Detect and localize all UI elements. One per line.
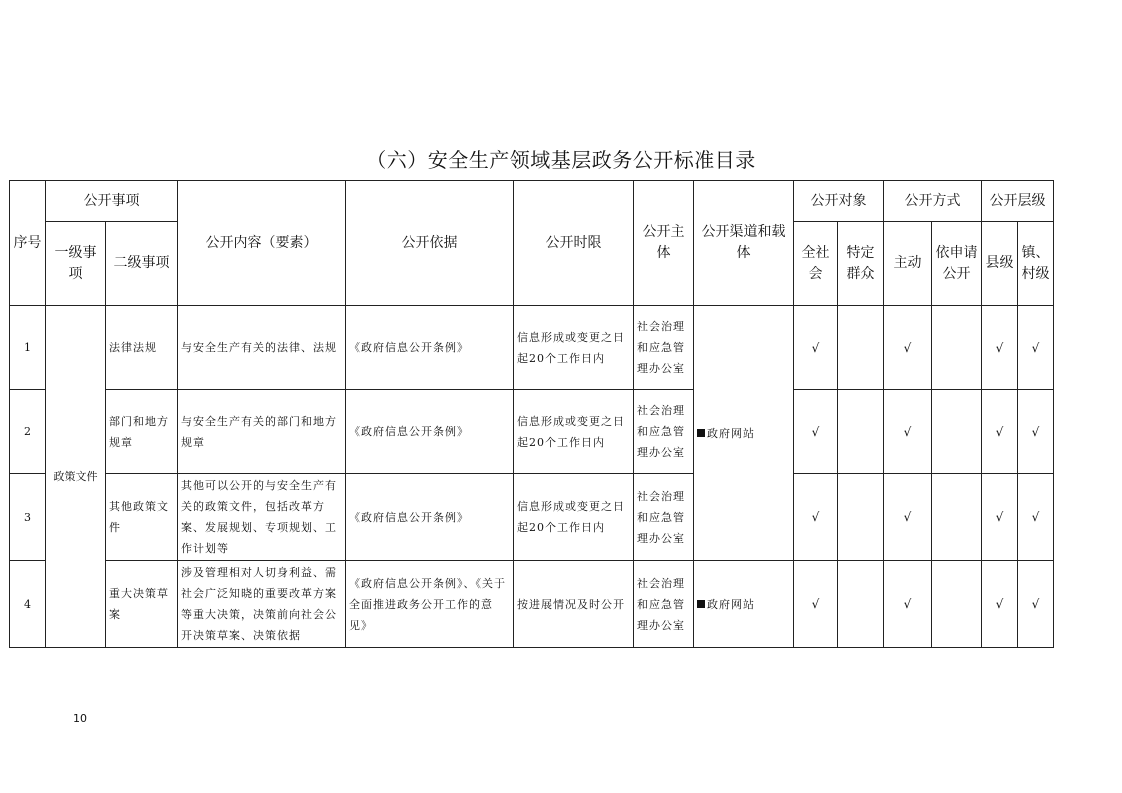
row-target-all: √ [794,390,838,474]
header-level-town: 镇、村级 [1018,222,1054,306]
standard-catalog-table [9,180,1054,648]
header-method-apply: 依申请公开 [932,222,982,306]
header-method-active: 主动 [884,222,932,306]
page-title: （六）安全生产领域基层政务公开标准目录 [366,148,756,172]
row-target-all: √ [794,561,838,648]
header-level-county: 县级 [982,222,1018,306]
row-method-active: √ [884,474,932,561]
row-content: 与安全生产有关的部门和地方规章 [178,390,346,474]
row-subject: 社会治理和应急管理办公室 [634,390,694,474]
page-number: 10 [73,712,87,725]
row-method-apply [932,474,982,561]
row-target-all: √ [794,306,838,390]
header-level1: 一级事项 [46,222,106,306]
table-row [10,306,1054,390]
row-county: √ [982,561,1018,648]
row-content: 与安全生产有关的法律、法规 [178,306,346,390]
row-time-limit: 信息形成或变更之日起20个工作日内 [514,306,634,390]
row-target-specific [838,561,884,648]
row-time-limit: 信息形成或变更之日起20个工作日内 [514,390,634,474]
row-county: √ [982,474,1018,561]
header-basis: 公开依据 [346,181,514,306]
row-level2: 其他政策文件 [106,474,178,561]
header-method: 公开方式 [884,181,982,222]
row-town: √ [1018,306,1054,390]
row-target-specific [838,306,884,390]
header-time-limit: 公开时限 [514,181,634,306]
row-method-active: √ [884,306,932,390]
row-content: 其他可以公开的与安全生产有关的政策文件，包括改革方案、发展规划、专项规划、工作计划等 [178,474,346,561]
row-level2: 部门和地方规章 [106,390,178,474]
channel-cell [694,561,794,648]
row-target-specific [838,474,884,561]
row-seq: 4 [10,561,46,648]
row-method-apply [932,561,982,648]
table-row [10,390,1054,474]
row-level2: 法律法规 [106,306,178,390]
square-bullet-icon [697,429,705,437]
row-subject: 社会治理和应急管理办公室 [634,306,694,390]
channel-text: 政府网站 [707,426,755,440]
row-time-limit: 按进展情况及时公开 [514,561,634,648]
row-basis: 《政府信息公开条例》 [346,474,514,561]
row-time-limit: 信息形成或变更之日起20个工作日内 [514,474,634,561]
row-basis: 《政府信息公开条例》 [346,390,514,474]
row-seq: 1 [10,306,46,390]
row-target-specific [838,390,884,474]
header-target-all: 全社会 [794,222,838,306]
level1-item: 政策文件 [46,306,106,648]
header-channel: 公开渠道和载体 [694,181,794,306]
square-bullet-icon [697,600,705,608]
row-seq: 3 [10,474,46,561]
table-row [10,561,1054,648]
row-seq: 2 [10,390,46,474]
row-method-apply [932,306,982,390]
row-method-active: √ [884,561,932,648]
header-level: 公开层级 [982,181,1054,222]
header-public-items: 公开事项 [46,181,178,222]
row-town: √ [1018,561,1054,648]
channel-cell [694,306,794,561]
row-level2: 重大决策草案 [106,561,178,648]
row-basis: 《政府信息公开条例》 [346,306,514,390]
row-target-all: √ [794,474,838,561]
row-town: √ [1018,474,1054,561]
header-target-specific: 特定群众 [838,222,884,306]
header-level2: 二级事项 [106,222,178,306]
header-target: 公开对象 [794,181,884,222]
header-seq: 序号 [10,181,46,306]
header-subject: 公开主体 [634,181,694,306]
row-subject: 社会治理和应急管理办公室 [634,474,694,561]
row-content: 涉及管理相对人切身利益、需社会广泛知晓的重要改革方案等重大决策，决策前向社会公开决策草案、决策依据 [178,561,346,648]
row-town: √ [1018,390,1054,474]
row-method-apply [932,390,982,474]
channel-text: 政府网站 [707,597,755,611]
table-row [10,474,1054,561]
row-basis: 《政府信息公开条例》、《关于全面推进政务公开工作的意见》 [346,561,514,648]
header-content: 公开内容（要素） [178,181,346,306]
row-county: √ [982,390,1018,474]
row-method-active: √ [884,390,932,474]
row-subject: 社会治理和应急管理办公室 [634,561,694,648]
row-county: √ [982,306,1018,390]
